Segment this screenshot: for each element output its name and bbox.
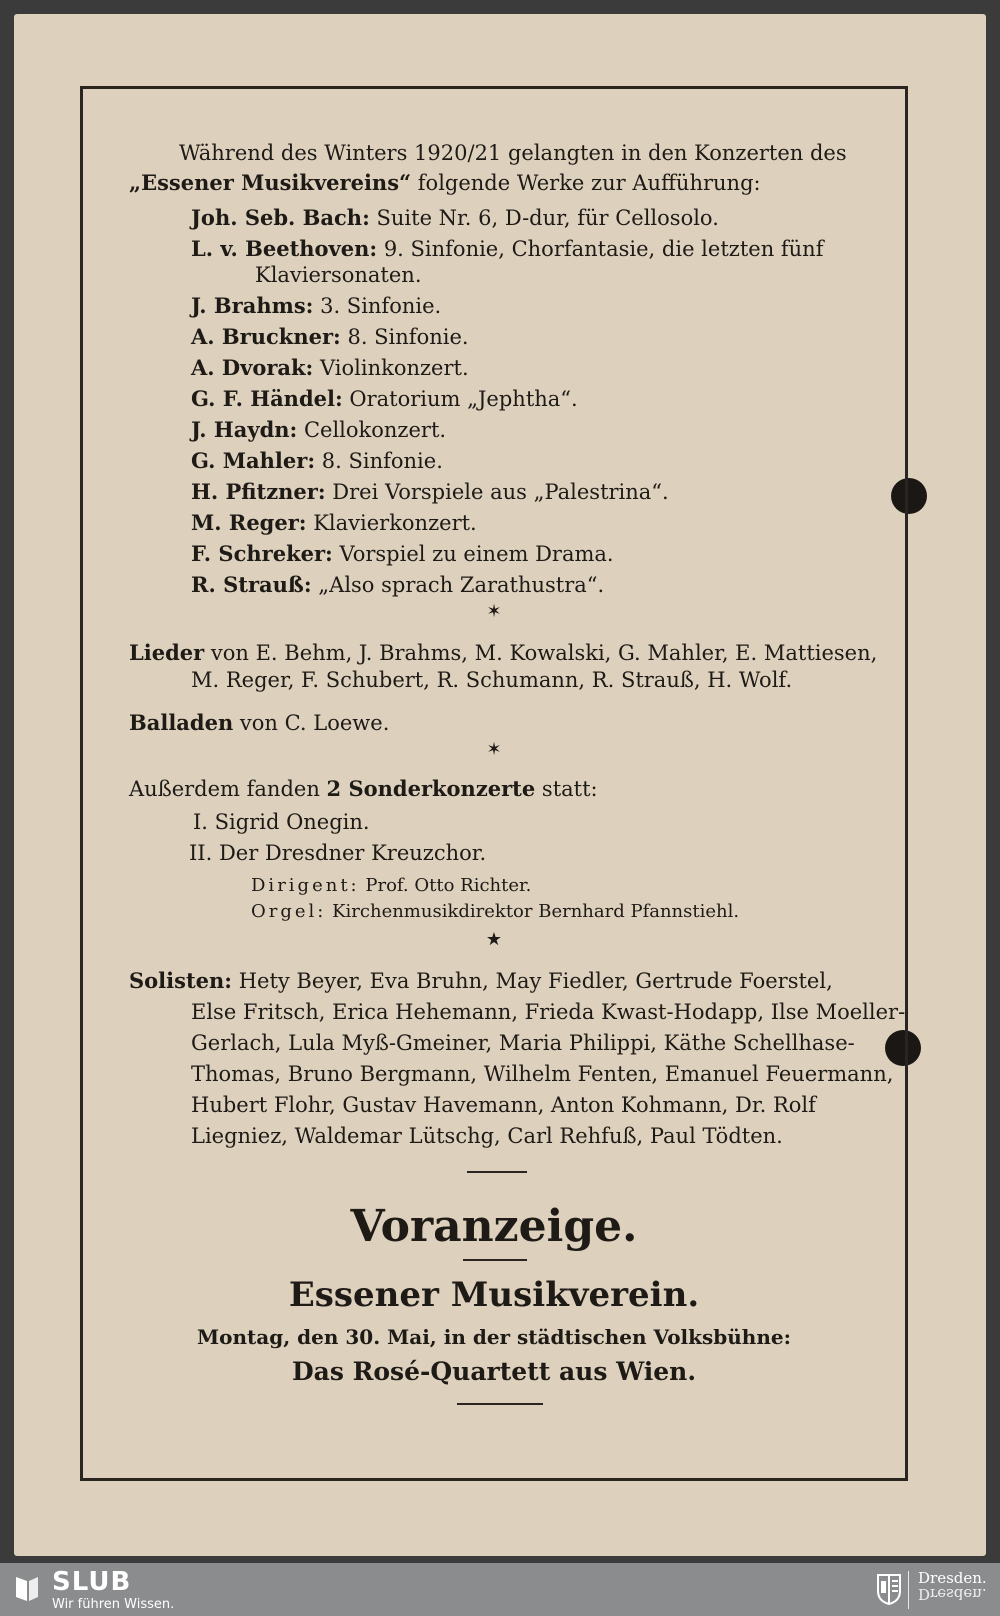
ornament-rule-3 — [457, 1403, 543, 1405]
voranzeige-event: Das Rosé-Quartett aus Wien. — [291, 1357, 697, 1386]
work-item-dvorak: A. Dvorak: Violinkonzert. — [191, 355, 469, 380]
orgel-line: Orgel: Kirchenmusikdirektor Bernhard Pfannstiehl. — [251, 901, 740, 922]
section-divider-star-2: ✶ — [486, 739, 502, 760]
footer-separator — [908, 1571, 909, 1609]
work-item-schreker: F. Schreker: Vorspiel zu einem Drama. — [191, 541, 614, 566]
work-item-brahms: J. Brahms: 3. Sinfonie. — [191, 293, 442, 318]
lieder-line-1: Lieder von E. Behm, J. Brahms, M. Kowalski, G. Mahler, E. Mattiesen, — [129, 640, 878, 665]
dirigent-line: Dirigent: Prof. Otto Richter. — [251, 875, 532, 896]
footer-bar — [0, 1563, 1000, 1616]
solisten-line-1: Solisten: Hety Beyer, Eva Bruhn, May Fiedler, Gertrude Foerstel, — [129, 968, 833, 993]
work-item-mahler: G. Mahler: 8. Sinfonie. — [191, 448, 443, 473]
balladen-line: Balladen von C. Loewe. — [129, 710, 390, 735]
work-item-haendel: G. F. Händel: Oratorium „Jephtha“. — [191, 386, 578, 411]
solisten-line-4: Thomas, Bruno Bergmann, Wilhelm Fenten, Emanuel Feuermann, — [191, 1062, 894, 1086]
solisten-line-2: Else Fritsch, Erica Hehemann, Frieda Kwast-Hodapp, Ilse Moeller- — [191, 1000, 906, 1024]
sonderkonzert-item-2: II. Der Dresdner Kreuzchor. — [189, 841, 487, 865]
intro-line-2 — [129, 169, 761, 197]
program-frame — [80, 86, 908, 1481]
slub-tagline: Wir führen Wissen. — [52, 1597, 175, 1612]
intro-society-name: „Essener Musikvereins“ — [129, 170, 412, 195]
work-item-beethoven-cont: Klaviersonaten. — [255, 263, 422, 287]
work-item-haydn: J. Haydn: Cellokonzert. — [191, 417, 447, 442]
sonderkonzert-item-1: I. Sigrid Onegin. — [193, 810, 370, 834]
ornament-rule-2 — [463, 1259, 527, 1261]
ornament-rule-1 — [467, 1171, 527, 1173]
dresden-wordmark: Dresden. Dresden. — [918, 1569, 987, 1603]
dresden-crest-icon — [876, 1573, 902, 1605]
lieder-line-2: M. Reger, F. Schubert, R. Schumann, R. Strauß, H. Wolf. — [191, 668, 793, 692]
voranzeige-organization: Essener Musikverein. — [288, 1275, 700, 1315]
section-divider-star-3: ★ — [485, 929, 503, 950]
solisten-line-3: Gerlach, Lula Myß-Gmeiner, Maria Philippi, Käthe Schellhase- — [191, 1031, 855, 1055]
work-item-bruckner: A. Bruckner: 8. Sinfonie. — [191, 324, 469, 349]
solisten-line-6: Liegniez, Waldemar Lütschg, Carl Rehfuß, Paul Tödten. — [191, 1124, 783, 1148]
work-item-pfitzner: H. Pfitzner: Drei Vorspiele aus „Palestrina“. — [191, 479, 669, 504]
section-divider-star-1: ✶ — [486, 601, 502, 622]
work-item-beethoven: L. v. Beethoven: 9. Sinfonie, Chorfantasie, die letzten fünf — [191, 236, 824, 261]
work-item-reger: M. Reger: Klavierkonzert. — [191, 510, 477, 535]
work-item-bach: Joh. Seb. Bach: Suite Nr. 6, D-dur, für Cellosolo. — [191, 205, 719, 230]
document-page — [14, 14, 986, 1556]
intro-line-2-rest: folgende Werke zur Aufführung: — [411, 171, 761, 195]
slub-brand: SLUB — [52, 1567, 132, 1597]
intro-line-1: Während des Winters 1920/21 gelangten in den Konzerten des — [179, 141, 847, 165]
voranzeige-title: Voranzeige. — [350, 1201, 638, 1252]
voranzeige-date: Montag, den 30. Mai, in der städtischen Volksbühne: — [197, 1325, 791, 1349]
solisten-line-5: Hubert Flohr, Gustav Havemann, Anton Kohmann, Dr. Rolf — [191, 1093, 816, 1117]
slub-book-icon — [14, 1573, 40, 1603]
work-item-strauss: R. Strauß: „Also sprach Zarathustra“. — [191, 572, 605, 597]
sonderkonzerte-heading: Außerdem fanden 2 Sonderkonzerte statt: — [129, 776, 598, 801]
